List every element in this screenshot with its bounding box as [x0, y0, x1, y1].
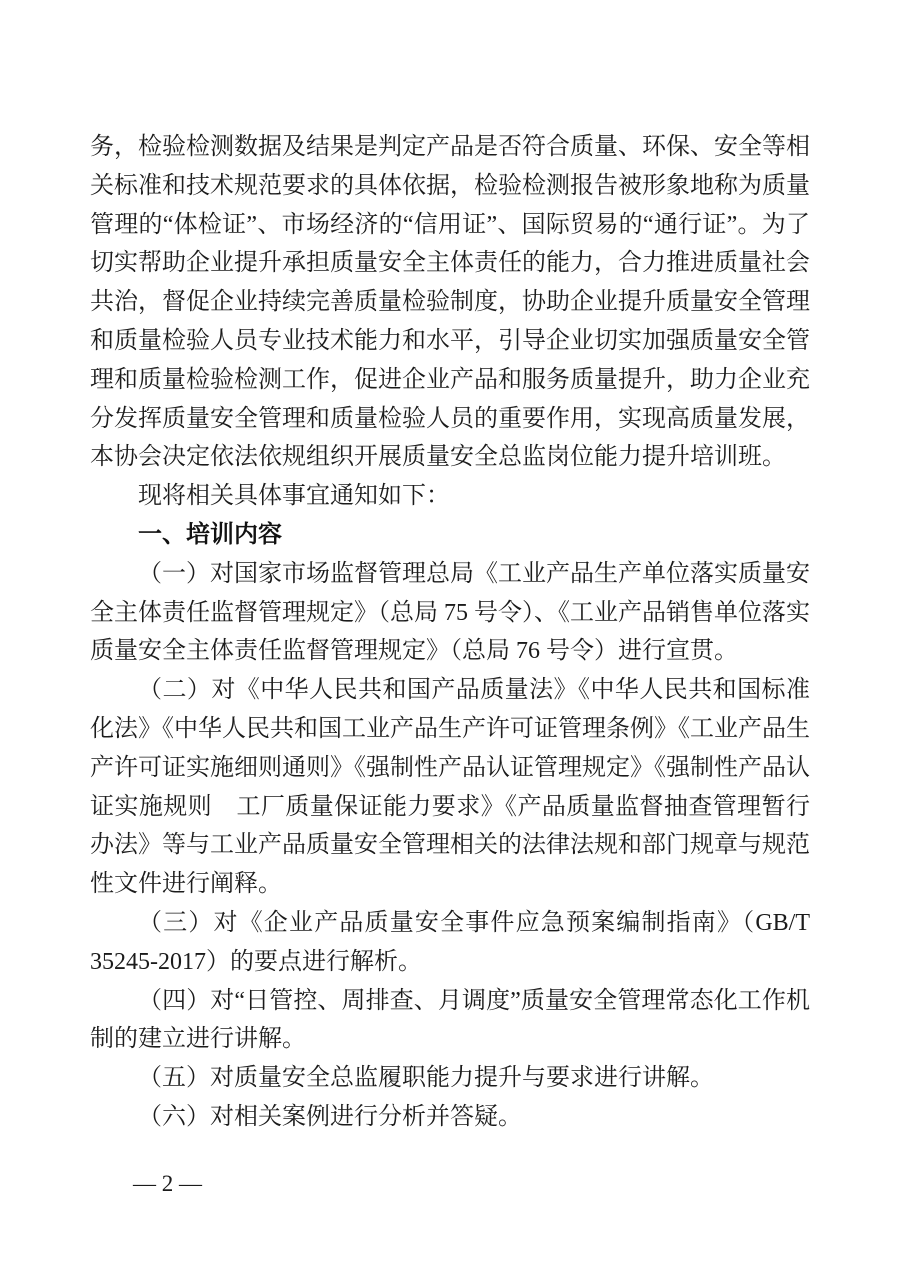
paragraph-continuation: 务，检验检测数据及结果是判定产品是否符合质量、环保、安全等相关标准和技术规范要求的具体依据，检验检测报告被形象地称为质量管理的“体检证”、市场经济的“信用证”、国际贸易的“通行证”。为了切实帮助企业提升承担质量安全主体责任的能力，合力推进质量社会共治，督促企业持续完善质量检验制度，协助企业提升质量安全管理和质量检验人员专业技术能力和水平，引导企业切实加强质量安全管理和质量检验检测工作，促进企业产品和服务质量提升，助力企业充分发挥质量安全管理和质量检验人员的重要作用，实现高质量发展，本协会决定依法依规组织开展质量安全总监岗位能力提升培训班。	[90, 134, 810, 471]
section-heading-training-content: 一、培训内容	[138, 520, 282, 548]
document-body	[90, 128, 810, 1137]
training-item-2: （二）对《中华人民共和国产品质量法》《中华人民共和国标准化法》《中华人民共和国工业产品生产许可证管理条例》《工业产品生产许可证实施细则通则》《强制性产品认证管理规定》《强制性产品认证实施规则 工厂质量保证能力要求》《产品质量监督抽查管理暂行办法》等与工业产品质量安全管理相关的法律法规和部门规章与规范性文件进行阐释。	[90, 677, 810, 898]
training-item-1: （一）对国家市场监督管理总局《工业产品生产单位落实质量安全主体责任监督管理规定》（总局 75 号令）、《工业产品销售单位落实质量安全主体责任监督管理规定》（总局 76 号令）进行宣贯。	[90, 560, 810, 665]
page-number: — 2 —	[133, 1171, 202, 1196]
training-item-3: （三）对《企业产品质量安全事件应急预案编制指南》（GB/T 35245-2017）的要点进行解析。	[90, 909, 810, 975]
paragraph-notice-intro: 现将相关具体事宜通知如下：	[138, 483, 450, 510]
training-item-4: （四）对“日管控、周排查、月调度”质量安全管理常态化工作机制的建立进行讲解。	[90, 987, 810, 1053]
training-item-6: （六）对相关案例进行分析并答疑。	[138, 1103, 522, 1130]
training-item-5: （五）对质量安全总监履职能力提升与要求进行讲解。	[138, 1065, 714, 1092]
